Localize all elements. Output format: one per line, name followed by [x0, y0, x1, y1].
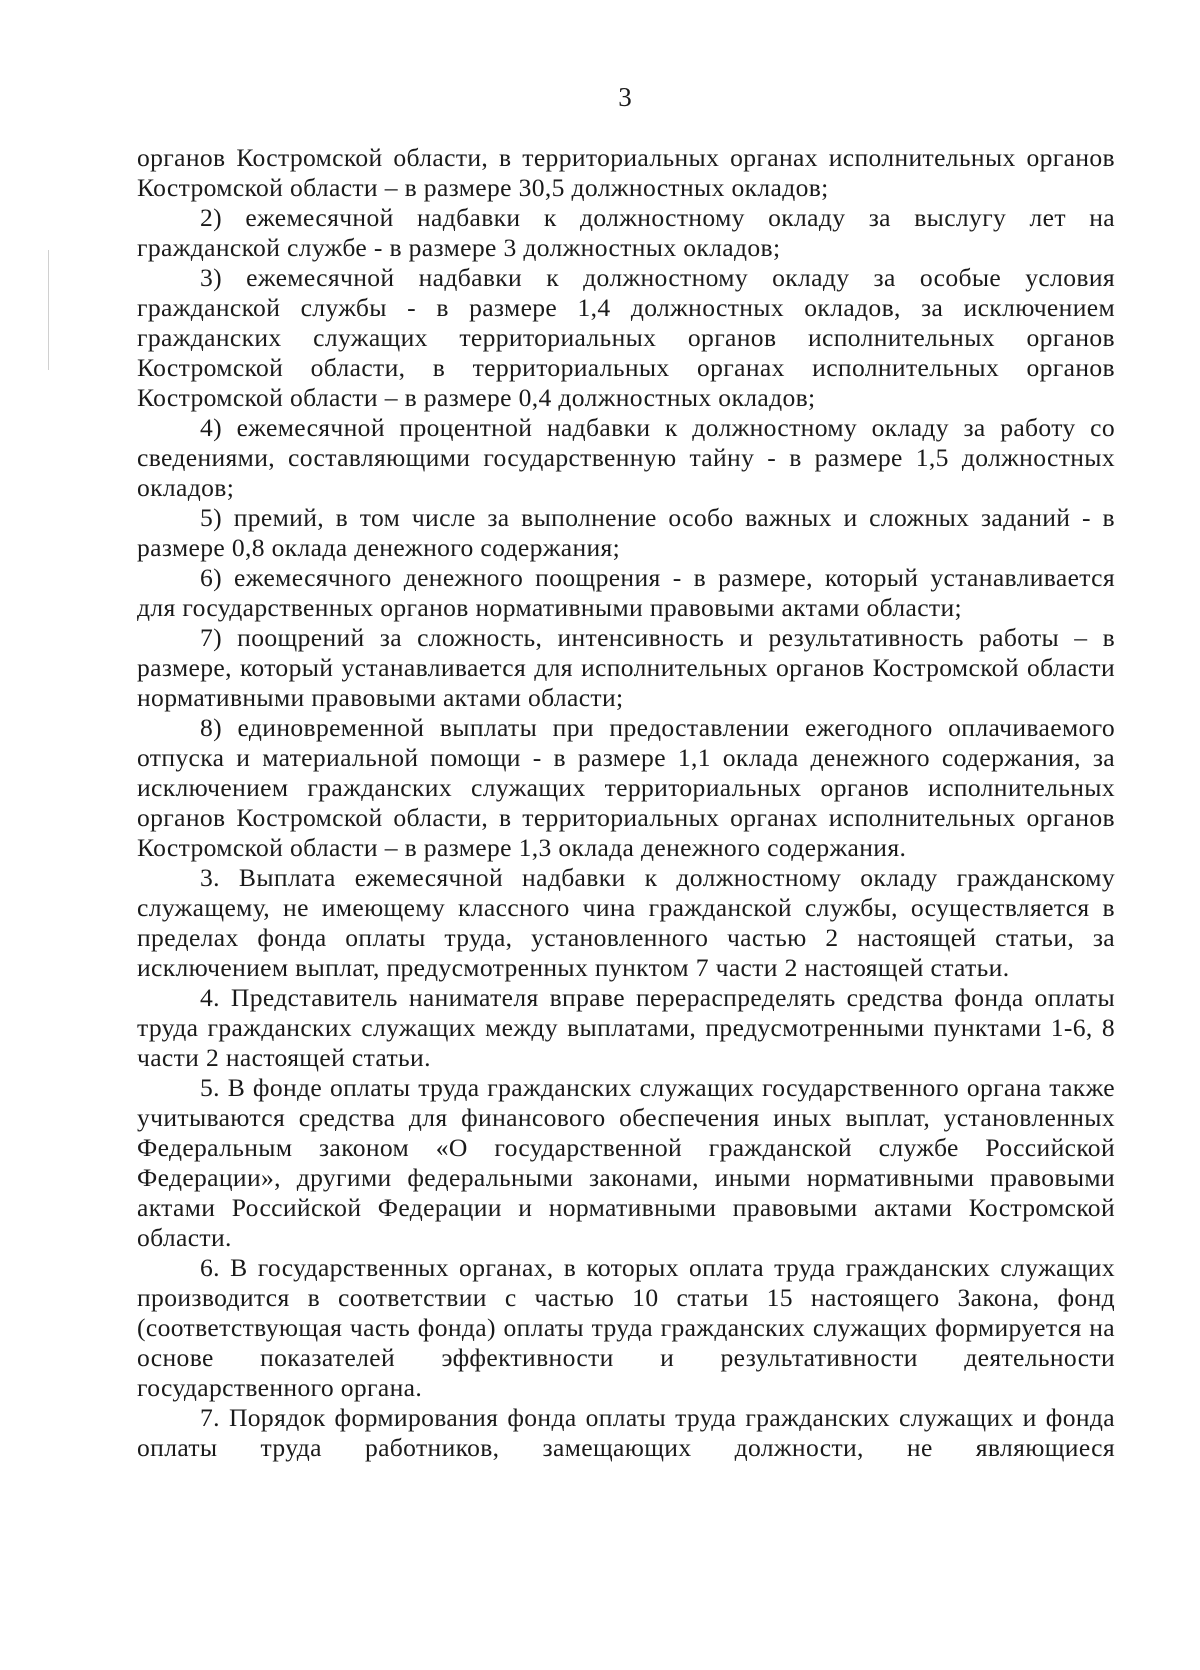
list-item-8: 8) единовременной выплаты при предоставлении ежегодного оплачиваемого отпуска и материальной помощи - в размере 1,1 оклада денежного содержания, за исключением гражданских служащих территориальных органов исполнительных органов Костромской области, в территориальных органах исполнительных органов Костромской области – в размере 1,3 оклада денежного содержания. — [137, 713, 1115, 862]
section-7-paragraph: 7. Порядок формирования фонда оплаты труда гражданских служащих и фонда оплаты труда работников, замещающих должности, не являющиеся — [137, 1403, 1115, 1462]
document-body — [137, 143, 1115, 1463]
list-item-5: 5) премий, в том числе за выполнение особо важных и сложных заданий - в размере 0,8 оклада денежного содержания; — [137, 503, 1115, 562]
section-4-paragraph: 4. Представитель нанимателя вправе перераспределять средства фонда оплаты труда гражданских служащих между выплатами, предусмотренными пунктами 1-6, 8 части 2 настоящей статьи. — [137, 983, 1115, 1072]
scan-margin-mark — [48, 250, 49, 370]
list-item-2: 2) ежемесячной надбавки к должностному окладу за выслугу лет на гражданской службе - в размере 3 должностных окладов; — [137, 203, 1115, 262]
list-item-4: 4) ежемесячной процентной надбавки к должностному окладу за работу со сведениями, составляющими государственную тайну - в размере 1,5 должностных окладов; — [137, 413, 1115, 502]
list-item-6: 6) ежемесячного денежного поощрения - в размере, который устанавливается для государственных органов нормативными правовыми актами области; — [137, 563, 1115, 622]
section-6-paragraph: 6. В государственных органах, в которых оплата труда гражданских служащих производится в соответствии с частью 10 статьи 15 настоящего Закона, фонд (соответствующая часть фонда) оплаты труда гражданских служащих формируется на основе показателей эффективности и результативности деятельности государственного органа. — [137, 1253, 1115, 1402]
paragraph-continuation: органов Костромской области, в территориальных органах исполнительных органов Костромской области – в размере 30,5 должностных окладов; — [137, 143, 1115, 202]
section-5-paragraph: 5. В фонде оплаты труда гражданских служащих государственного органа также учитываются средства для финансового обеспечения иных выплат, установленных Федеральным законом «О государственной гражданской службе Российской Федерации», другими федеральными законами, иными нормативными правовыми актами Российской Федерации и нормативными правовыми актами Костромской области. — [137, 1073, 1115, 1252]
page-number: 3 — [618, 82, 632, 112]
section-3-paragraph: 3. Выплата ежемесячной надбавки к должностному окладу гражданскому служащему, не имеющему классного чина гражданской службы, осуществляется в пределах фонда оплаты труда, установленного частью 2 настоящей статьи, за исключением выплат, предусмотренных пунктом 7 части 2 настоящей статьи. — [137, 863, 1115, 982]
list-item-7: 7) поощрений за сложность, интенсивность и результативность работы – в размере, который устанавливается для исполнительных органов Костромской области нормативными правовыми актами области; — [137, 623, 1115, 712]
list-item-3: 3) ежемесячной надбавки к должностному окладу за особые условия гражданской службы - в размере 1,4 должностных окладов, за исключением гражданских служащих территориальных органов исполнительных органов Костромской области, в территориальных органах исполнительных органов Костромской области – в размере 0,4 должностных окладов; — [137, 263, 1115, 412]
